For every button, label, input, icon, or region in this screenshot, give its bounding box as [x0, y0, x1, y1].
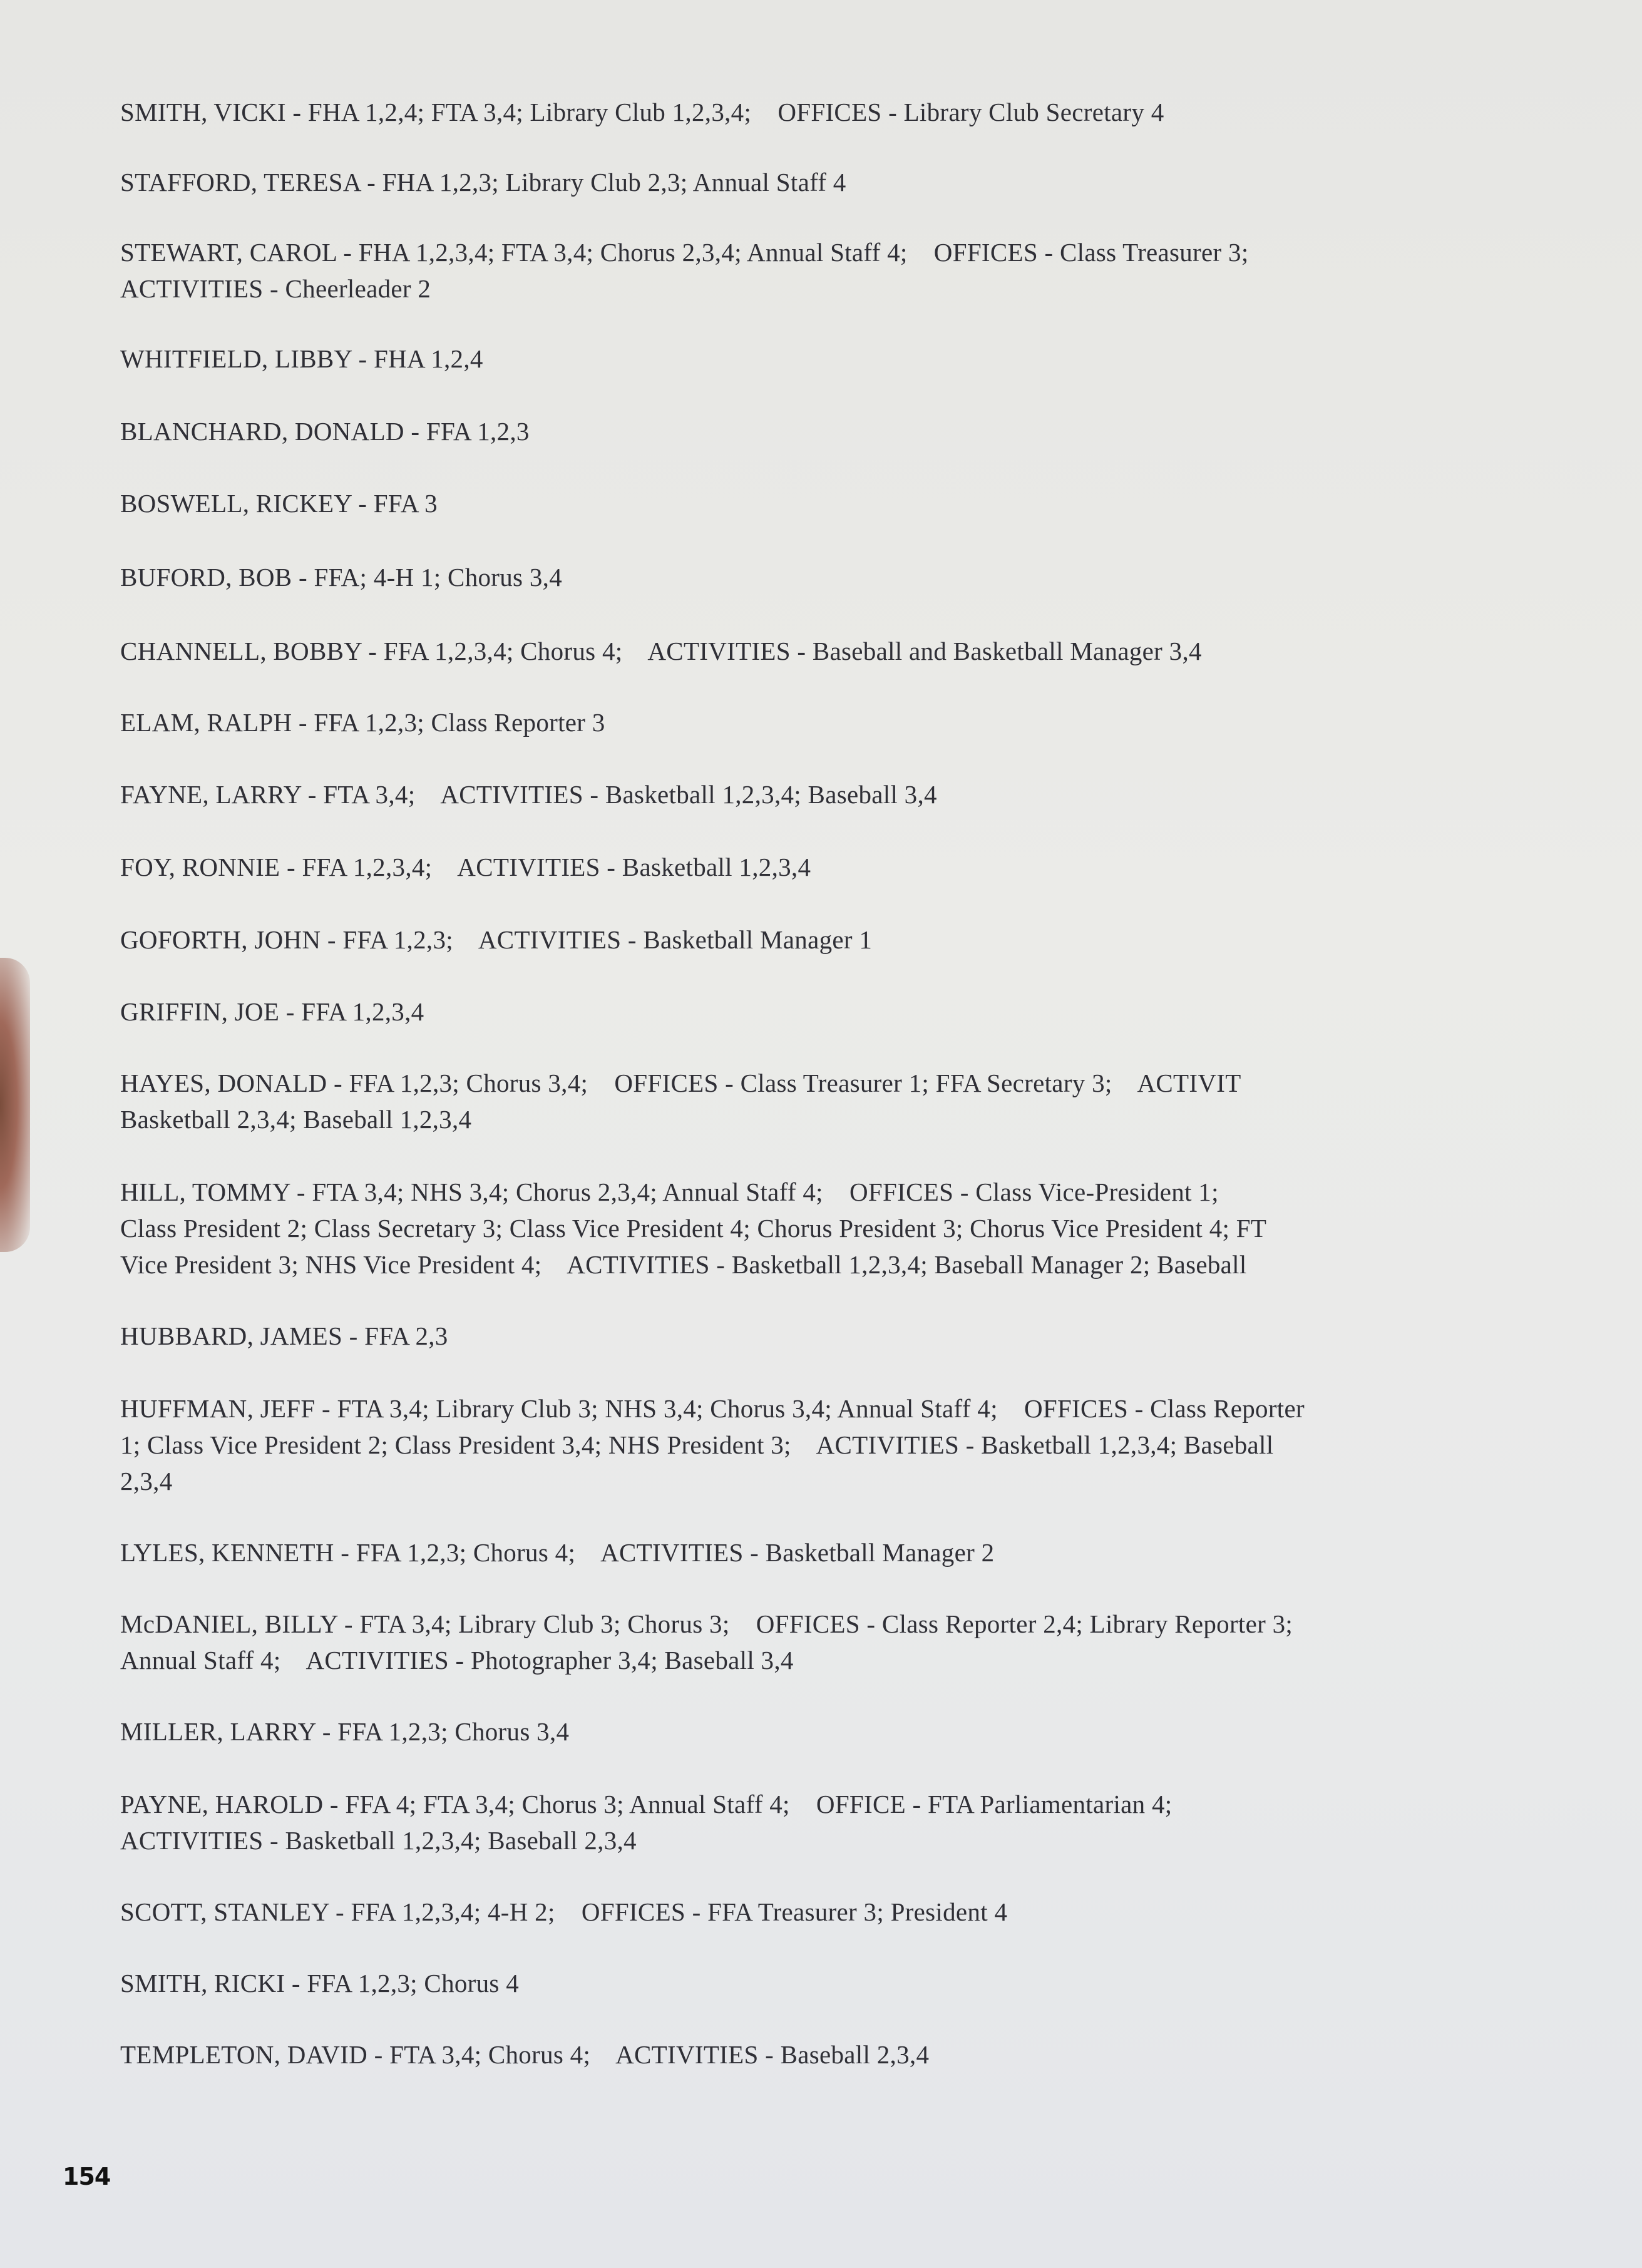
entry-stewart-carol: STEWART, CAROL - FHA 1,2,3,4; FTA 3,4; Chorus 2,3,4; Annual Staff 4; OFFICES - Class Treasurer 3; ACTIVITIES - Cheerleader 2: [120, 238, 1249, 303]
entry-buford-bob: BUFORD, BOB - FFA; 4-H 1; Chorus 3,4: [120, 563, 562, 592]
entry-channell-bobby: CHANNELL, BOBBY - FFA 1,2,3,4; Chorus 4; ACTIVITIES - Baseball and Basketball Manager 3,4: [120, 637, 1202, 665]
entry-boswell-rickey: BOSWELL, RICKEY - FFA 3: [120, 489, 438, 518]
entry-payne-harold: PAYNE, HAROLD - FFA 4; FTA 3,4; Chorus 3; Annual Staff 4; OFFICE - FTA Parliamentarian 4; ACTIVITIES - Basketball 1,2,3,4; Baseball 2,3,4: [120, 1790, 1172, 1855]
senior-activities-list: [120, 94, 1504, 2073]
entry-smith-vicki: SMITH, VICKI - FHA 1,2,4; FTA 3,4; Library Club 1,2,3,4; OFFICES - Library Club Secretary 4: [120, 98, 1164, 126]
entry-goforth-john: GOFORTH, JOHN - FFA 1,2,3; ACTIVITIES - Basketball Manager 1: [120, 925, 873, 954]
entry-hubbard-james: HUBBARD, JAMES - FFA 2,3: [120, 1321, 448, 1350]
entry-miller-larry: MILLER, LARRY - FFA 1,2,3; Chorus 3,4: [120, 1717, 570, 1746]
entry-mcdaniel-billy: McDANIEL, BILLY - FTA 3,4; Library Club 3; Chorus 3; OFFICES - Class Reporter 2,4; Library Reporter 3; Annual Staff 4; ACTIVITIES - Photographer 3,4; Baseball 3,4: [120, 1609, 1293, 1675]
entry-foy-ronnie: FOY, RONNIE - FFA 1,2,3,4; ACTIVITIES - Basketball 1,2,3,4: [120, 853, 811, 881]
entry-stafford-teresa: STAFFORD, TERESA - FHA 1,2,3; Library Club 2,3; Annual Staff 4: [120, 168, 846, 197]
entry-griffin-joe: GRIFFIN, JOE - FFA 1,2,3,4: [120, 997, 424, 1026]
entry-hill-tommy: HILL, TOMMY - FTA 3,4; NHS 3,4; Chorus 2,3,4; Annual Staff 4; OFFICES - Class Vice-President 1; Class President 2; Class Secretary 3; Class Vice President 4; Chorus President 3; Chorus Vice President 4; FT Vice President 3; NHS Vice President 4; ACTIVITIES - Basketball 1,2,3,4; Baseball Manager 2; Baseball: [120, 1178, 1267, 1279]
thumb-shadow: [0, 958, 30, 1252]
entry-whitfield-libby: WHITFIELD, LIBBY - FHA 1,2,4: [120, 344, 483, 373]
entry-fayne-larry: FAYNE, LARRY - FTA 3,4; ACTIVITIES - Basketball 1,2,3,4; Baseball 3,4: [120, 780, 937, 809]
entry-huffman-jeff: HUFFMAN, JEFF - FTA 3,4; Library Club 3; NHS 3,4; Chorus 3,4; Annual Staff 4; OFFICES - Class Reporter 1; Class Vice President 2; Class President 3,4; NHS President 3; ACTIVITIES - Basketball 1,2,3,4; Baseball 2,3,4: [120, 1394, 1305, 1496]
entry-lyles-kenneth: LYLES, KENNETH - FFA 1,2,3; Chorus 4; ACTIVITIES - Basketball Manager 2: [120, 1538, 995, 1567]
entry-hayes-donald: HAYES, DONALD - FFA 1,2,3; Chorus 3,4; OFFICES - Class Treasurer 1; FFA Secretary 3; ACTIVIT Basketball 2,3,4; Baseball 1,2,3,4: [120, 1069, 1241, 1134]
entry-scott-stanley: SCOTT, STANLEY - FFA 1,2,3,4; 4-H 2; OFFICES - FFA Treasurer 3; President 4: [120, 1897, 1008, 1926]
entry-templeton-david: TEMPLETON, DAVID - FTA 3,4; Chorus 4; ACTIVITIES - Baseball 2,3,4: [120, 2040, 930, 2069]
page-number: 154: [63, 2163, 111, 2190]
entry-blanchard-donald: BLANCHARD, DONALD - FFA 1,2,3: [120, 417, 530, 446]
entry-smith-ricki: SMITH, RICKI - FFA 1,2,3; Chorus 4: [120, 1969, 520, 1998]
entry-elam-ralph: ELAM, RALPH - FFA 1,2,3; Class Reporter 3: [120, 708, 605, 737]
